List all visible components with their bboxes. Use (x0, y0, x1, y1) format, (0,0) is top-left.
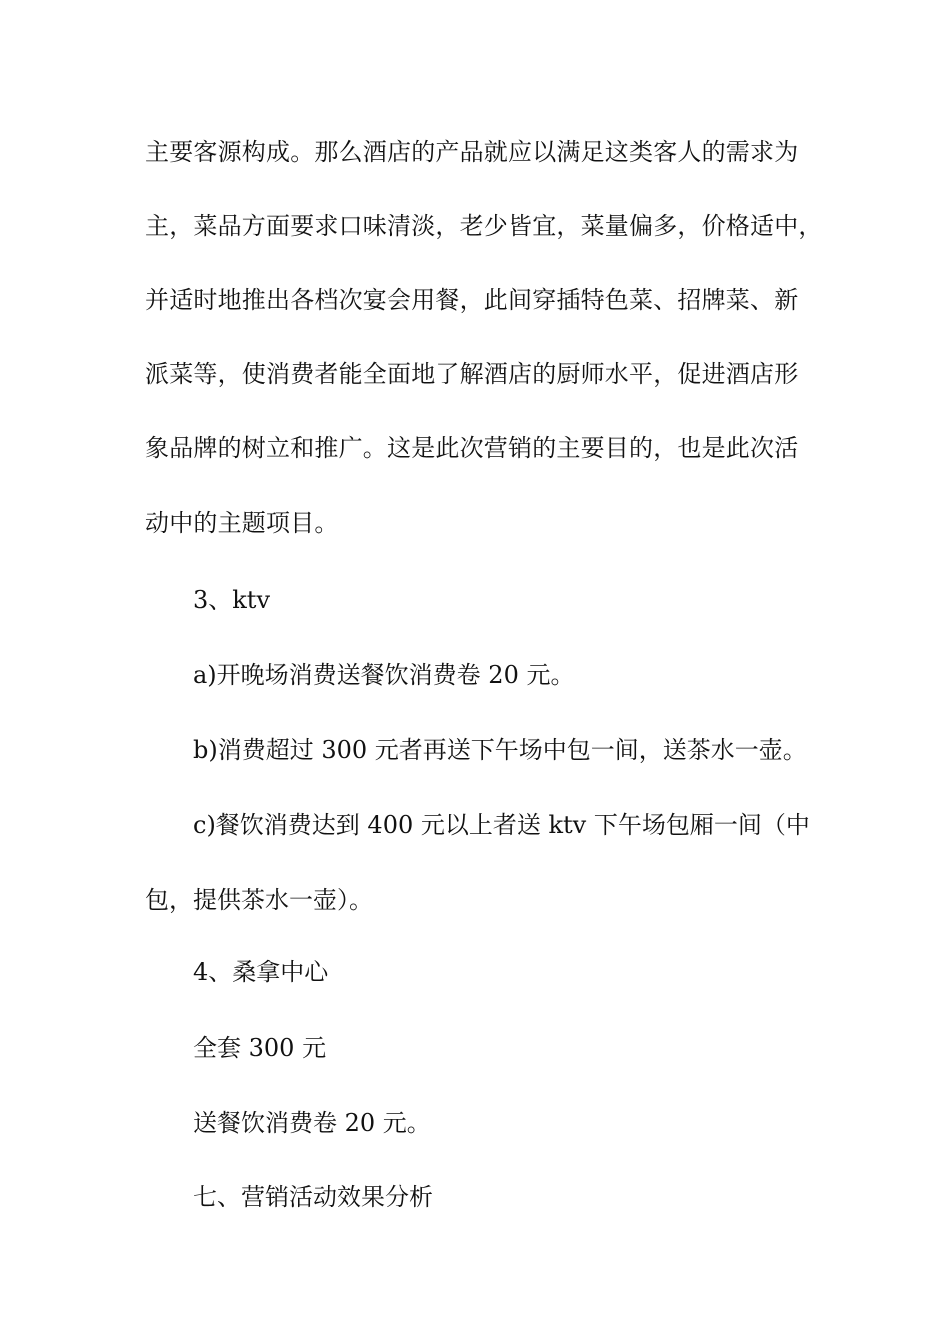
section-heading-ktv: 3、ktv (193, 586, 271, 614)
list-item: a)开晚场消费送餐饮消费卷 20 元。 (193, 661, 575, 689)
paragraph-line: 全套 300 元 (193, 1034, 327, 1062)
paragraph-line: 主要客源构成。那么酒店的产品就应以满足这类客人的需求为 (145, 138, 799, 166)
paragraph-line: 象品牌的树立和推广。这是此次营销的主要目的，也是此次活 (145, 434, 799, 462)
paragraph-line: 动中的主题项目。 (145, 509, 339, 537)
paragraph-line: 并适时地推出各档次宴会用餐，此间穿插特色菜、招牌菜、新 (145, 286, 799, 314)
section-heading-analysis: 七、营销活动效果分析 (193, 1183, 433, 1211)
list-item-continuation: 包，提供茶水一壶）。 (145, 886, 373, 914)
list-item: c)餐饮消费达到 400 元以上者送 ktv 下午场包厢一间（中 (193, 811, 810, 839)
list-item: b)消费超过 300 元者再送下午场中包一间，送茶水一壶。 (193, 736, 807, 764)
section-heading-sauna: 4、桑拿中心 (193, 958, 329, 986)
paragraph-line: 派菜等，使消费者能全面地了解酒店的厨师水平，促进酒店形 (145, 360, 799, 388)
paragraph-line: 送餐饮消费卷 20 元。 (193, 1109, 431, 1137)
paragraph-line: 主，菜品方面要求口味清淡，老少皆宜，菜量偏多，价格适中， (145, 212, 823, 240)
